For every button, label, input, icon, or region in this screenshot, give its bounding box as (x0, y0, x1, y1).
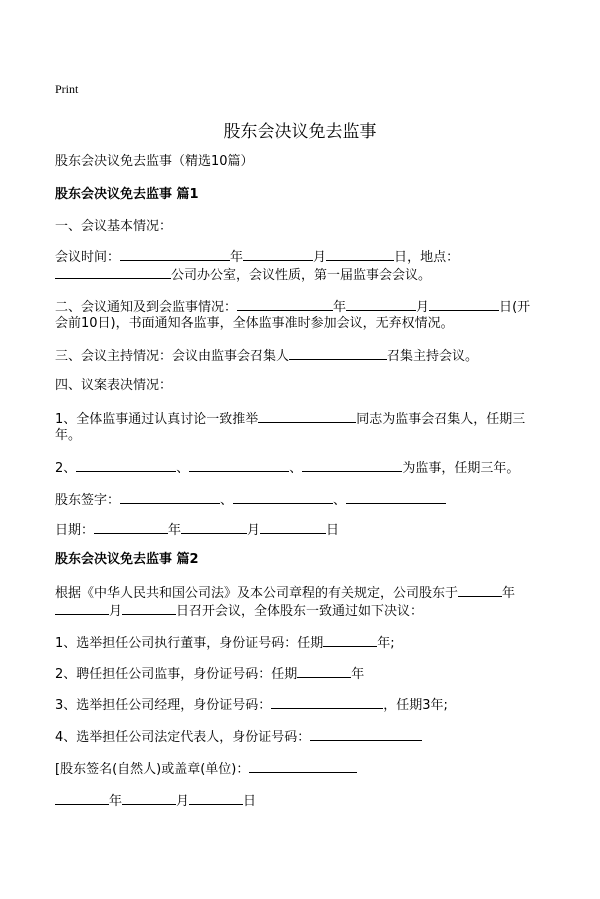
blank (458, 582, 502, 597)
section2-item2 (55, 663, 364, 685)
blank (310, 726, 422, 741)
section2-signature (55, 758, 357, 780)
year-label: 年 (502, 586, 516, 601)
text: 同志为监事会召集人，任期三 (356, 412, 526, 427)
section1-item1-cont: 年。 (55, 428, 82, 443)
blank (120, 246, 230, 261)
day-label: 日 (394, 250, 408, 265)
blank (260, 519, 326, 534)
text: [股东签名(自然人)或盖章(单位)： (55, 762, 250, 777)
blank (289, 345, 387, 360)
section1-p1: 一、会议基本情况： (55, 219, 173, 234)
month-label: 月 (416, 300, 430, 315)
label: 会议时间： (55, 250, 121, 265)
section1-item2 (55, 457, 519, 479)
print-label: Print (55, 82, 79, 96)
section1-heading: 股东会决议免去监事 篇1 (55, 187, 199, 202)
blank (346, 489, 446, 504)
blank (55, 264, 171, 279)
year-label: 年 (333, 300, 347, 315)
blank (346, 296, 416, 311)
section1-p5: 四、议案表决情况： (55, 378, 173, 393)
month-label: 月 (313, 250, 327, 265)
month-label: 月 (109, 604, 123, 619)
blank (189, 457, 289, 472)
blank (76, 457, 176, 472)
blank (237, 296, 333, 311)
blank (181, 519, 247, 534)
label: 二、会议通知及到会监事情况： (55, 300, 238, 315)
month-label: 月 (247, 523, 261, 538)
year-label: 年 (230, 250, 244, 265)
section2-date (55, 790, 256, 812)
text: 4、选举担任公司法定代表人，身份证号码： (55, 730, 311, 745)
blank (120, 489, 220, 504)
section1-date (55, 519, 339, 541)
text: 召集主持会议。 (387, 349, 479, 364)
text: (开 (512, 300, 531, 315)
year-label: 年 (109, 794, 123, 809)
label: 日期： (55, 523, 95, 538)
day-label: 日 (243, 794, 257, 809)
sep: 、 (333, 493, 347, 508)
blank (122, 600, 176, 615)
blank (243, 246, 313, 261)
text: 3、选举担任公司经理，身份证号码： (55, 698, 272, 713)
text: 1、选举担任公司执行董事，身份证号码：任期 (55, 636, 324, 651)
section1-notice-cont: 会前10日)，书面通知各监事，全体监事准时参加会议，无弃权情况。 (55, 316, 454, 331)
day-label: 日 (499, 300, 513, 315)
section2-p1-cont (55, 600, 423, 622)
blank (302, 457, 402, 472)
blank (94, 519, 168, 534)
text: 根据《中华人民共和国公司法》及本公司章程的有关规定，公司股东于 (55, 586, 459, 601)
blank (323, 632, 377, 647)
blank (233, 489, 333, 504)
month-label: 月 (176, 794, 190, 809)
subtitle: 股东会决议免去监事（精选10篇） (55, 154, 254, 169)
sep: 、 (289, 461, 303, 476)
text: 公司办公室，会议性质，第一届监事会会议。 (171, 268, 432, 283)
blank (122, 790, 176, 805)
section2-item4 (55, 726, 422, 748)
blank (429, 296, 499, 311)
sep: 、 (176, 461, 190, 476)
blank (55, 600, 109, 615)
text: 日召开会议，全体股东一致通过如下决议： (176, 604, 424, 619)
location-label: ，地点： (407, 250, 460, 265)
label: 股东签字： (55, 493, 121, 508)
section2-item3 (55, 694, 448, 716)
day-label: 日 (326, 523, 340, 538)
section1-meeting-place (55, 264, 431, 286)
blank (55, 790, 109, 805)
text: 三、会议主持情况：会议由监事会召集人 (55, 349, 290, 364)
text: ，任期3年; (383, 698, 448, 713)
section1-chair (55, 345, 478, 367)
text: 为监事，任期三年。 (402, 461, 520, 476)
section2-item1 (55, 632, 395, 654)
blank (258, 408, 356, 423)
year-label: 年 (168, 523, 182, 538)
page-title: 股东会决议免去监事 (223, 122, 377, 142)
sep: 、 (220, 493, 234, 508)
text: 2、 (55, 461, 77, 476)
blank (189, 790, 243, 805)
blank (271, 694, 383, 709)
blank (297, 663, 351, 678)
text: 1、全体监事通过认真讨论一致推举 (55, 412, 259, 427)
text: 2、聘任担任公司监事，身份证号码：任期 (55, 667, 298, 682)
section1-item1 (55, 408, 525, 430)
text: 年; (377, 636, 395, 651)
blank (249, 758, 357, 773)
section2-heading: 股东会决议免去监事 篇2 (55, 552, 199, 567)
text: 年 (351, 667, 365, 682)
blank (326, 246, 394, 261)
section1-signature (55, 489, 446, 511)
